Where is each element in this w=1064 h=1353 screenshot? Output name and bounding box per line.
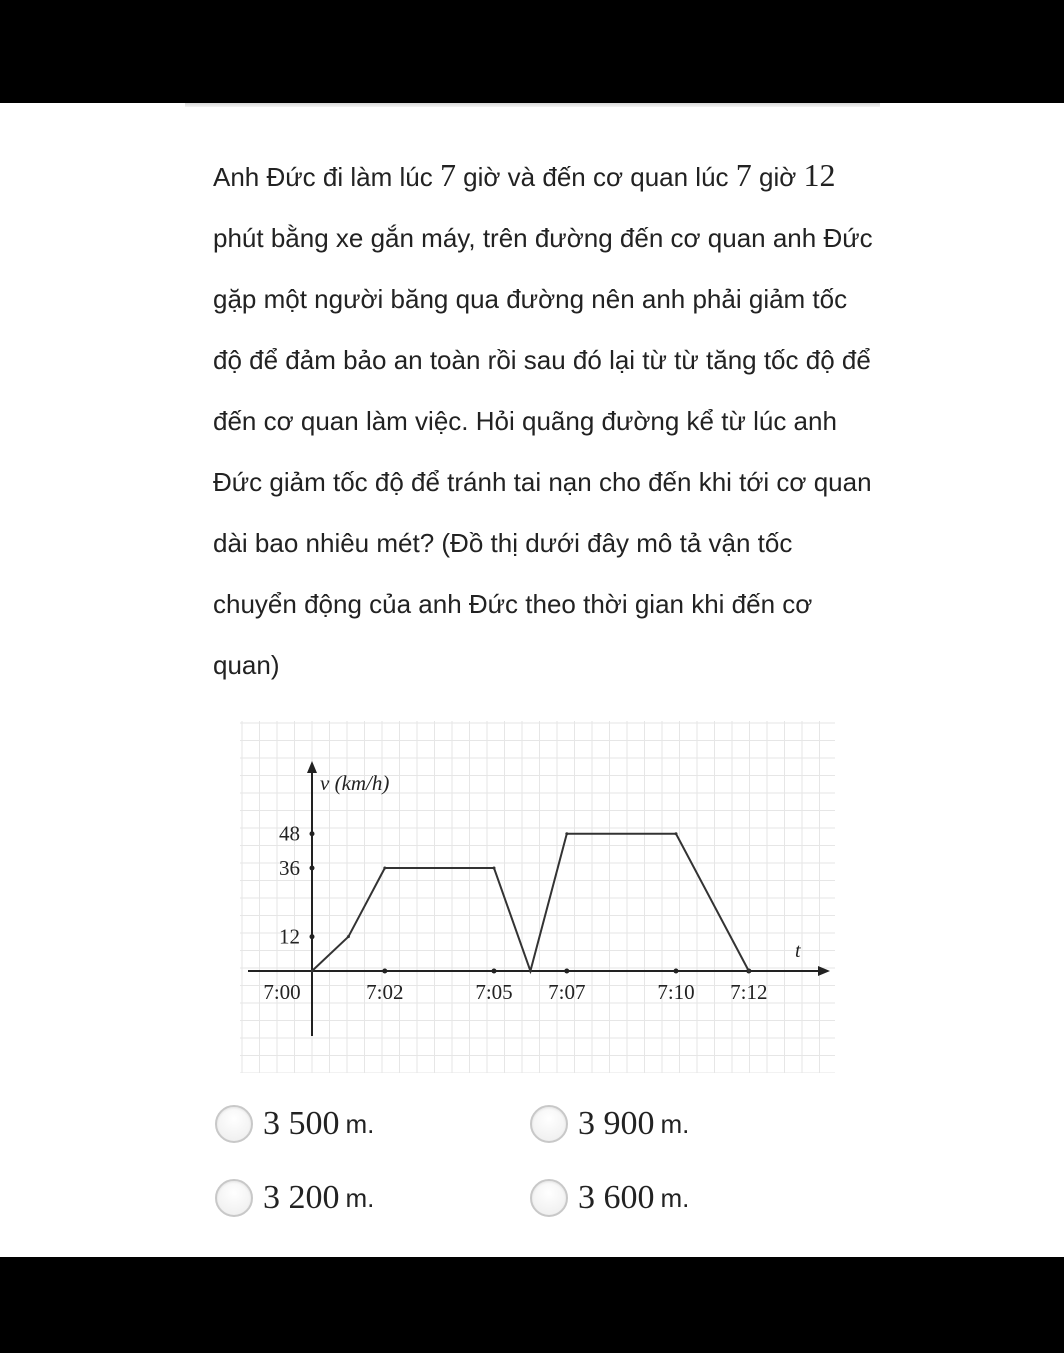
question-text: Anh Đức đi làm lúc 7 giờ và đến cơ quan lúc 7 giờ 12 phút bằng xe gắn máy, trên đường đến cơ quan anh Đức gặp một người băng qua đường nên anh phải giảm tốc độ để đảm bảo an toàn rồi sau đó lại từ từ tăng tốc độ để đến cơ quan làm việc. Hỏi quãng đường kể từ lúc anh Đức giảm tốc độ để tránh tai nạn cho đến khi tới cơ quan dài bao nhiêu mét? (Đồ thị dưới đây mô tả vận tốc chuyển động của anh Đức theo thời gian khi đến cơ quan) bbox=[213, 157, 873, 680]
x-tick-label: 7:05 bbox=[475, 980, 513, 1004]
x-tick-label: 7:12 bbox=[730, 980, 768, 1004]
data-point bbox=[493, 867, 496, 870]
x-tick-mark bbox=[674, 969, 679, 974]
question-page bbox=[0, 103, 1064, 1257]
option-b-radio[interactable] bbox=[530, 1105, 568, 1143]
x-axis-label: t bbox=[795, 940, 801, 962]
velocity-time-chart bbox=[240, 721, 835, 1073]
y-tick-label: 36 bbox=[279, 856, 300, 881]
data-point bbox=[383, 867, 386, 870]
x-tick-mark bbox=[492, 969, 497, 974]
x-tick-label: 7:00 bbox=[263, 980, 301, 1004]
data-point bbox=[675, 832, 678, 835]
option-a-radio[interactable] bbox=[215, 1105, 253, 1143]
x-tick-mark bbox=[382, 969, 387, 974]
option-a[interactable] bbox=[215, 1105, 374, 1143]
y-tick-label: 48 bbox=[279, 821, 300, 846]
x-tick-label: 7:02 bbox=[366, 980, 404, 1004]
option-c-radio[interactable] bbox=[215, 1179, 253, 1217]
option-a-value: 3 500 bbox=[263, 1105, 340, 1142]
y-tick-mark bbox=[310, 831, 315, 836]
y-axis-label: v (km/h) bbox=[320, 771, 390, 795]
option-b-unit: m. bbox=[660, 1108, 690, 1139]
x-tick-label: 7:07 bbox=[548, 980, 586, 1004]
option-b-value: 3 900 bbox=[578, 1105, 655, 1142]
data-point bbox=[347, 935, 350, 938]
option-b[interactable] bbox=[530, 1105, 689, 1143]
option-c-value: 3 200 bbox=[263, 1179, 340, 1216]
data-point bbox=[565, 832, 568, 835]
option-c[interactable] bbox=[215, 1179, 374, 1217]
x-tick-label: 7:10 bbox=[657, 980, 695, 1004]
option-c-unit: m. bbox=[345, 1182, 375, 1213]
y-tick-mark bbox=[310, 934, 315, 939]
data-point bbox=[311, 970, 314, 973]
data-point bbox=[747, 970, 750, 973]
y-tick-label: 12 bbox=[279, 924, 300, 949]
data-point bbox=[529, 970, 532, 973]
option-a-unit: m. bbox=[345, 1108, 375, 1139]
top-divider bbox=[185, 103, 880, 107]
y-axis-arrow bbox=[307, 761, 317, 773]
option-d-radio[interactable] bbox=[530, 1179, 568, 1217]
option-d-value: 3 600 bbox=[578, 1179, 655, 1216]
option-d[interactable] bbox=[530, 1179, 689, 1217]
option-d-unit: m. bbox=[660, 1182, 690, 1213]
y-tick-mark bbox=[310, 866, 315, 871]
x-tick-mark bbox=[564, 969, 569, 974]
